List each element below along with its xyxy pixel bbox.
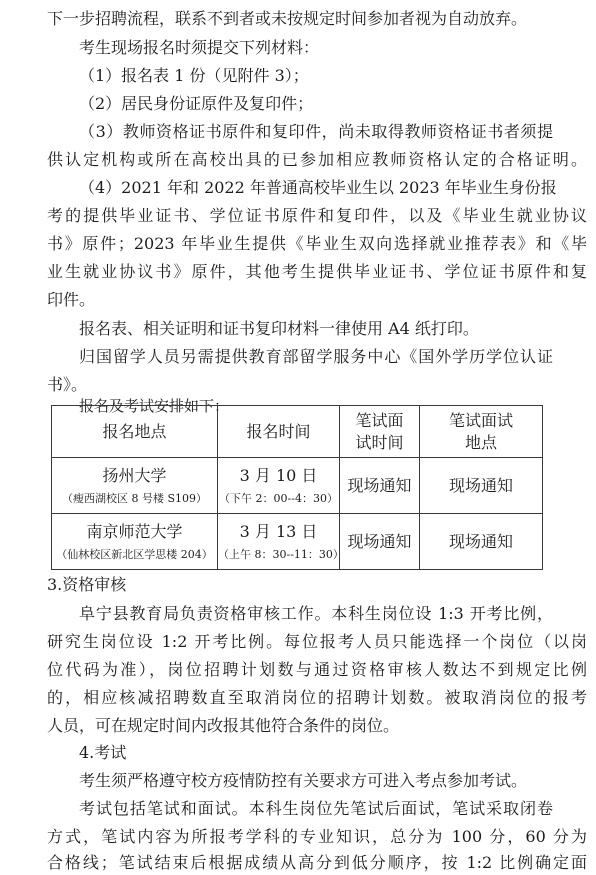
place-detail: （仙林校区新北区学思楼 204） bbox=[56, 547, 213, 561]
exam-place-cell: 现场通知 bbox=[420, 458, 543, 514]
paragraph-line: 书》。 bbox=[47, 375, 88, 394]
paragraph-line: 考生现场报名时须提交下列材料： bbox=[79, 38, 320, 57]
paragraph-line: 考生须严格遵守校方疫情防控有关要求方可进入考点参加考试。 bbox=[79, 771, 528, 790]
place-cell bbox=[52, 458, 218, 514]
paragraph-line: 报名表、相关证明和证书复印材料一律使用 A4 纸打印。 bbox=[79, 319, 479, 338]
header-cell: 笔试面试时间 bbox=[340, 406, 420, 458]
place-detail: （瘦西湖校区 8 号楼 S109） bbox=[61, 491, 208, 505]
time-detail: （下午 2：00--4：30） bbox=[219, 491, 338, 505]
paragraph-line: （4）2021 年和 2022 年普通高校毕业生以 2023 年毕业生身份报 bbox=[79, 178, 557, 197]
table-header-row bbox=[52, 406, 543, 458]
exam-time-cell: 现场通知 bbox=[340, 458, 420, 514]
table-row bbox=[52, 458, 543, 514]
paragraph-line: 方式，笔试内容为所报考学科的专业知识，总分为 100 分，60 分为 bbox=[47, 827, 587, 846]
section-heading: 4.考试 bbox=[79, 743, 127, 762]
paragraph-line: 研究生岗位设 1:2 开考比例。每位报考人员只能选择一个岗位（以岗 bbox=[47, 632, 587, 651]
table-caption: 报名及考试安排如下： bbox=[79, 397, 230, 415]
paragraph-line: （2）居民身份证原件及复印件； bbox=[79, 94, 314, 113]
paragraph-line: 人员，可在规定时间内改报其他符合条件的岗位。 bbox=[47, 716, 400, 735]
paragraph-line: 阜宁县教育局负责资格审核工作。本科生岗位设 1:3 开考比例， bbox=[79, 604, 553, 623]
header-cell: 笔试面试地点 bbox=[420, 406, 543, 458]
date-text: 3 月 10 日 bbox=[239, 465, 318, 485]
paragraph-line: 考试包括笔试和面试。本科生岗位先笔试后面试，笔试采取闭卷 bbox=[79, 799, 553, 818]
paragraph-line: 合格线；笔试结束后根据成绩从高分到低分顺序，按 1:2 比例确定面 bbox=[47, 853, 587, 872]
paragraph-line: （3）教师资格证书原件和复印件，尚未取得教师资格证书者须提 bbox=[79, 122, 553, 141]
exam-place-cell: 现场通知 bbox=[420, 514, 543, 570]
paragraph-line: 供认定机构或所在高校出具的已参加相应教师资格认定的合格证明。 bbox=[47, 150, 587, 169]
paragraph-line: 考的提供毕业证书、学位证书原件和复印件，以及《毕业生就业协议 bbox=[47, 206, 587, 225]
paragraph-line: 归国留学人员另需提供教育部留学服务中心《国外学历学位认证 bbox=[79, 347, 553, 366]
paragraph-line: 书》原件；2023 年毕业生提供《毕业生双向选择就业推荐表》和《毕 bbox=[47, 234, 587, 253]
paragraph-line: 位代码为准），岗位招聘计划数与通过资格审核人数达不到规定比例 bbox=[47, 660, 587, 679]
date-cell bbox=[218, 458, 340, 514]
date-text: 3 月 13 日 bbox=[239, 521, 318, 541]
paragraph-line: 印件。 bbox=[47, 290, 96, 309]
schedule-table bbox=[51, 405, 543, 570]
paragraph-line: 业生就业协议书》原件，其他考生提供毕业证书、学位证书原件和复 bbox=[47, 262, 587, 281]
header-cell: 报名地点 bbox=[52, 406, 218, 458]
place-name: 南京师范大学 bbox=[86, 521, 183, 541]
exam-time-cell: 现场通知 bbox=[340, 514, 420, 570]
header-cell: 报名时间 bbox=[218, 406, 340, 458]
section-heading: 3.资格审核 bbox=[47, 575, 127, 594]
time-detail: （上午 8：30--11：30） bbox=[218, 547, 344, 561]
date-cell bbox=[218, 514, 344, 570]
paragraph-line: （1）报名表 1 份（见附件 3）； bbox=[79, 66, 309, 85]
paragraph-line: 的，相应核减招聘数直至取消岗位的招聘计划数。被取消岗位的报考 bbox=[47, 688, 587, 707]
paragraph-line: 下一步招聘流程，联系不到者或未按规定时间参加者视为自动放弃。 bbox=[47, 9, 528, 28]
place-cell bbox=[52, 514, 218, 570]
table-row bbox=[52, 514, 543, 570]
place-name: 扬州大学 bbox=[102, 465, 167, 485]
